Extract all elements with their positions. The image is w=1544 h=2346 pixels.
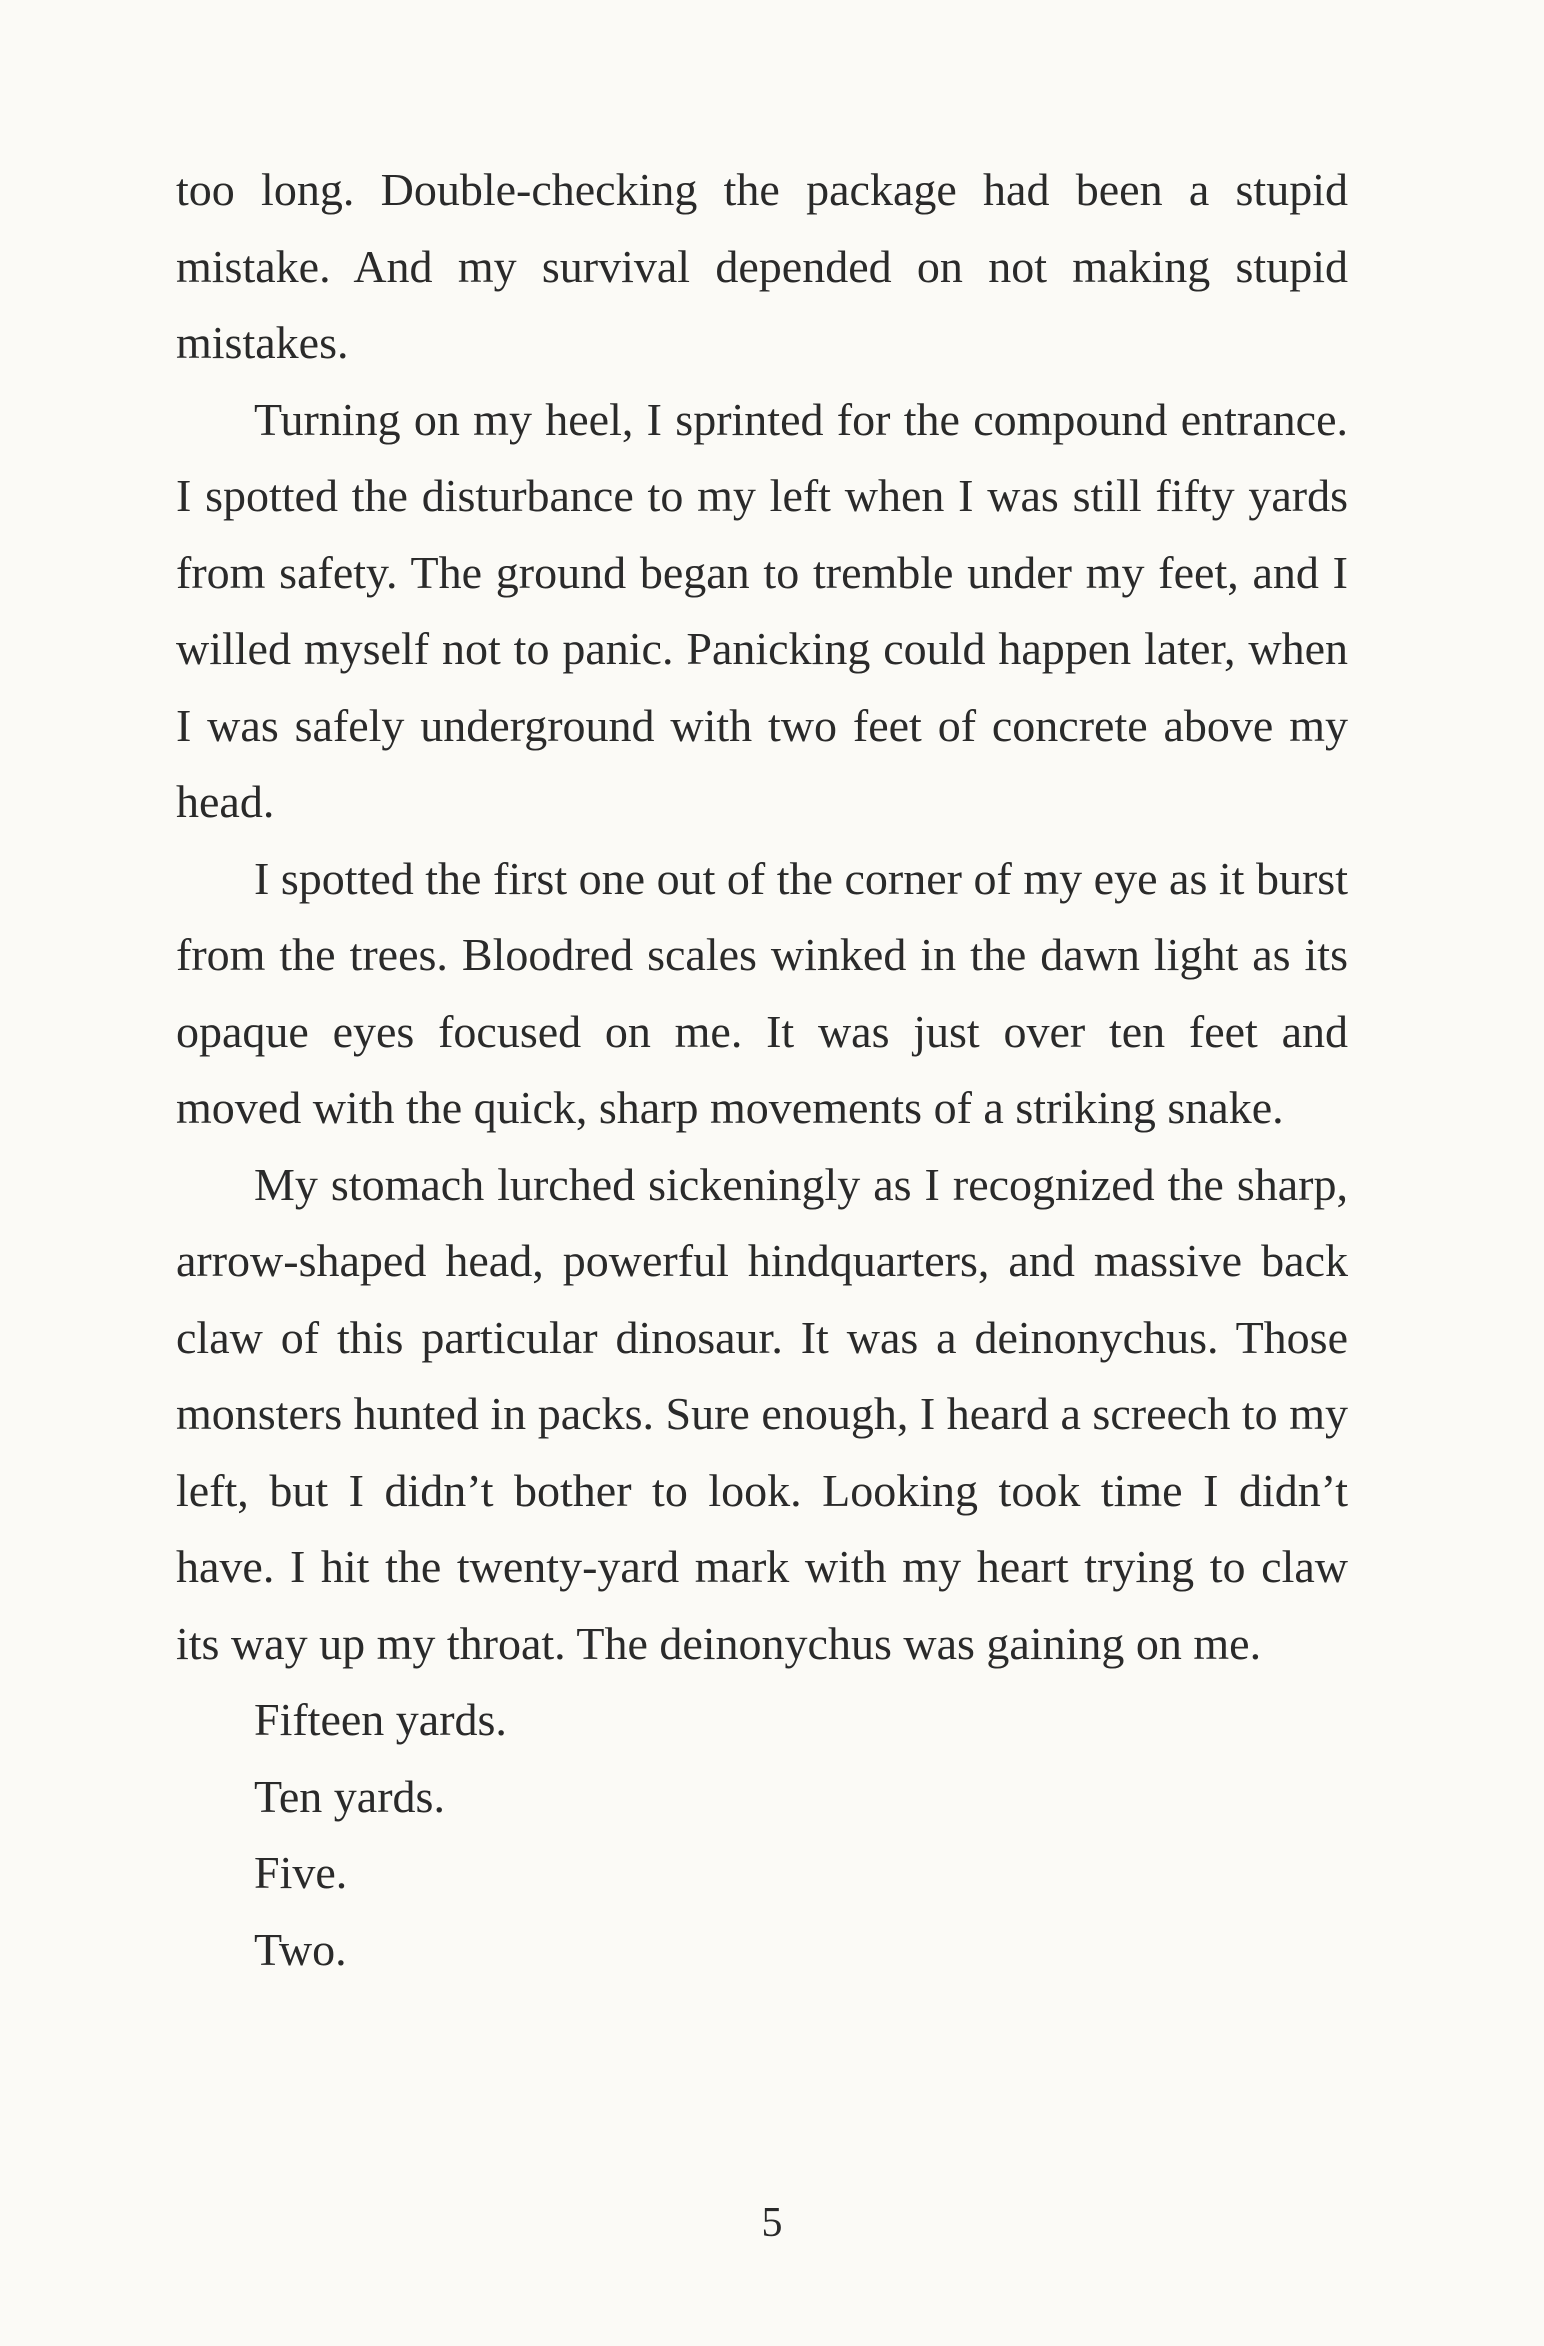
- body-text: [176, 152, 1348, 1988]
- paragraph-five: Five.: [254, 1847, 348, 1898]
- paragraph-two: Two.: [254, 1923, 347, 1975]
- paragraph-sprint: Turning on my heel, I sprinted for the compound entrance. I spotted the disturbance to my left when I was still fifty yards from safety. The ground began to tremble under my feet, and I willed myself not to panic. Panicking could happen later, when I was safely underground with two feet of concrete above my head.: [176, 393, 1348, 827]
- paragraph-continuation: too long. Double-checking the package had been a stupid mistake. And my survival depended on not making stupid mistakes.: [176, 164, 1348, 368]
- page-number: 5: [761, 2200, 783, 2246]
- paragraph-deinonychus: My stomach lurched sickeningly as I recognized the sharp, arrow-shaped head, powerful hindquarters, and massive back claw of this particular dinosaur. It was a deinonychus. Those monsters hunted in packs. Sure enough, I heard a screech to my left, but I didn’t bother to look. Looking took time I didn’t have. I hit the twenty-yard mark with my heart trying to claw its way up my throat. The deinonychus was gaining on me.: [176, 1158, 1348, 1669]
- paragraph-ten-yards: Ten yards.: [254, 1770, 445, 1822]
- paragraph-fifteen-yards: Fifteen yards.: [254, 1694, 507, 1745]
- paragraph-first-sighting: I spotted the first one out of the corner of my eye as it burst from the trees. Bloodred scales winked in the dawn light as its opaque eyes focused on me. It was just over ten feet and moved with the quick, sharp movements of a striking snake.: [176, 852, 1348, 1133]
